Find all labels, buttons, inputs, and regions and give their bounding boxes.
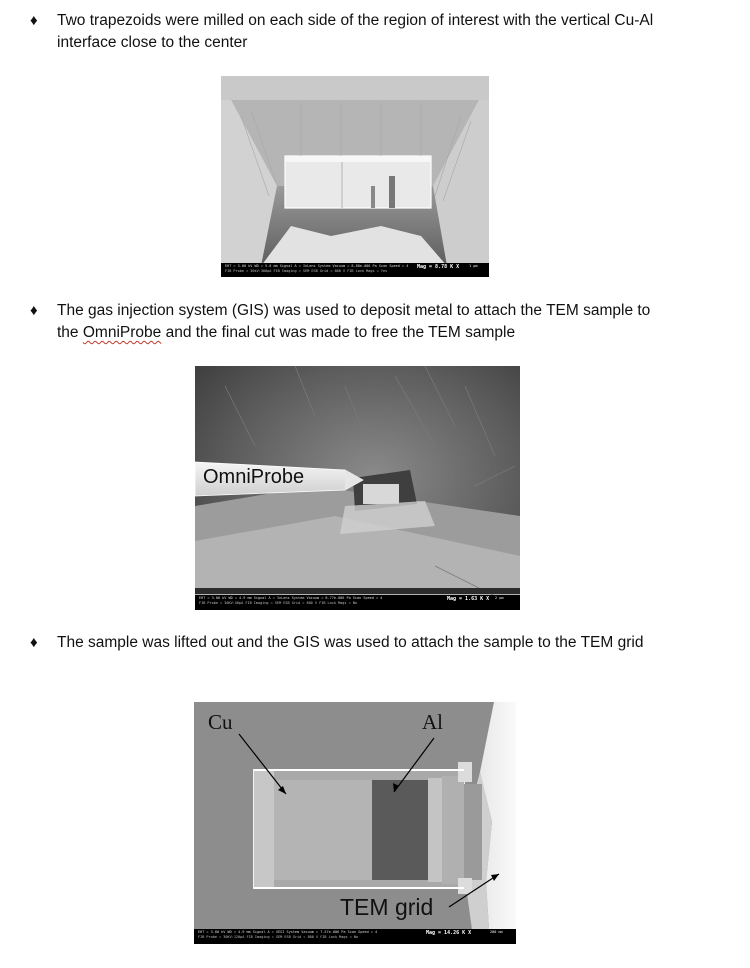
omniprobe-label: OmniProbe <box>203 466 305 488</box>
sem-info-3-mag: Mag = 14.26 K X <box>426 930 472 936</box>
sem-info-3-line-1: EHT = 3.00 kV WD = 4.9 mm Signal A = SESI System Vacuum = 7.57e-006 Pa Scan Speed = 4 <box>198 930 378 934</box>
bullet-2-line-2 <box>57 322 717 344</box>
sem-info-bar-3 <box>194 929 516 944</box>
bullet-1-text <box>57 10 717 54</box>
diamond-bullet-icon: ♦ <box>30 12 38 29</box>
sem-info-3-scale: 200 nm <box>490 930 503 934</box>
sem-info-1-line-2: FIB Probe = 30kV:300pA FIB Imaging = SEM ESB Grid = 800 V FIB Lock Mags = Yes <box>225 268 388 273</box>
diamond-bullet-icon: ♦ <box>30 634 38 651</box>
diamond-bullet-icon: ♦ <box>30 302 38 319</box>
sem-info-1-scale: 1 µm <box>469 264 478 268</box>
sem-image-omniprobe <box>195 366 520 610</box>
bullet-2-line-2-start: the <box>57 324 83 341</box>
sem-info-2-line-2: FIB Probe = 30KV:50pA FIB Imaging = SEM ESB Grid = 800 V FIB Lock Mags = No <box>199 600 358 605</box>
sem-info-2-scale: 2 µm <box>495 596 504 600</box>
spellcheck-flagged-word: OmniProbe <box>82 324 162 341</box>
sem-info-3-line-2: FIB Probe = 30KV:120pA FIB Imaging = SEM ESB Grid = 800 V FIB Lock Mags = No <box>198 934 359 939</box>
sem-info-1-line-1: EHT = 3.00 kV WD = 5.0 mm Signal A = InLens System Vacuum = 8.88e-006 Pa Scan Speed = 4 <box>225 264 409 268</box>
sem-info-1-mag: Mag = 8.78 K X <box>417 264 460 270</box>
bullet-3-line-1: The sample was lifted out and the GIS was used to attach the sample to the TEM grid <box>57 634 644 651</box>
sem-image-tem-grid <box>194 702 516 944</box>
sem-info-bar-1 <box>221 263 489 277</box>
sem-image-1-graphic <box>221 76 489 277</box>
sem-info-bar-2 <box>195 595 520 610</box>
tem-grid-label: TEM grid <box>340 894 434 920</box>
al-label: Al <box>422 710 443 734</box>
bullet-3-text <box>57 632 717 654</box>
bullet-1-line-1: Two trapezoids were milled on each side of the region of interest with the vertical Cu-Al <box>57 12 654 29</box>
bullet-2-text <box>57 300 717 344</box>
bullet-1-line-2: interface close to the center <box>57 34 248 51</box>
bullet-2-line-1: The gas injection system (GIS) was used to deposit metal to attach the TEM sample to <box>57 302 651 319</box>
sem-image-trapezoid-trenches <box>221 76 489 277</box>
bullet-2-line-2-end: and the final cut was made to free the TEM sample <box>161 324 516 341</box>
cu-label: Cu <box>208 710 233 734</box>
sem-info-2-mag: Mag = 1.63 K X <box>447 596 490 602</box>
sem-info-2-line-1: EHT = 3.00 kV WD = 4.9 mm Signal A = InLens System Vacuum = 8.77e-006 Pa Scan Speed = 4 <box>199 596 383 600</box>
